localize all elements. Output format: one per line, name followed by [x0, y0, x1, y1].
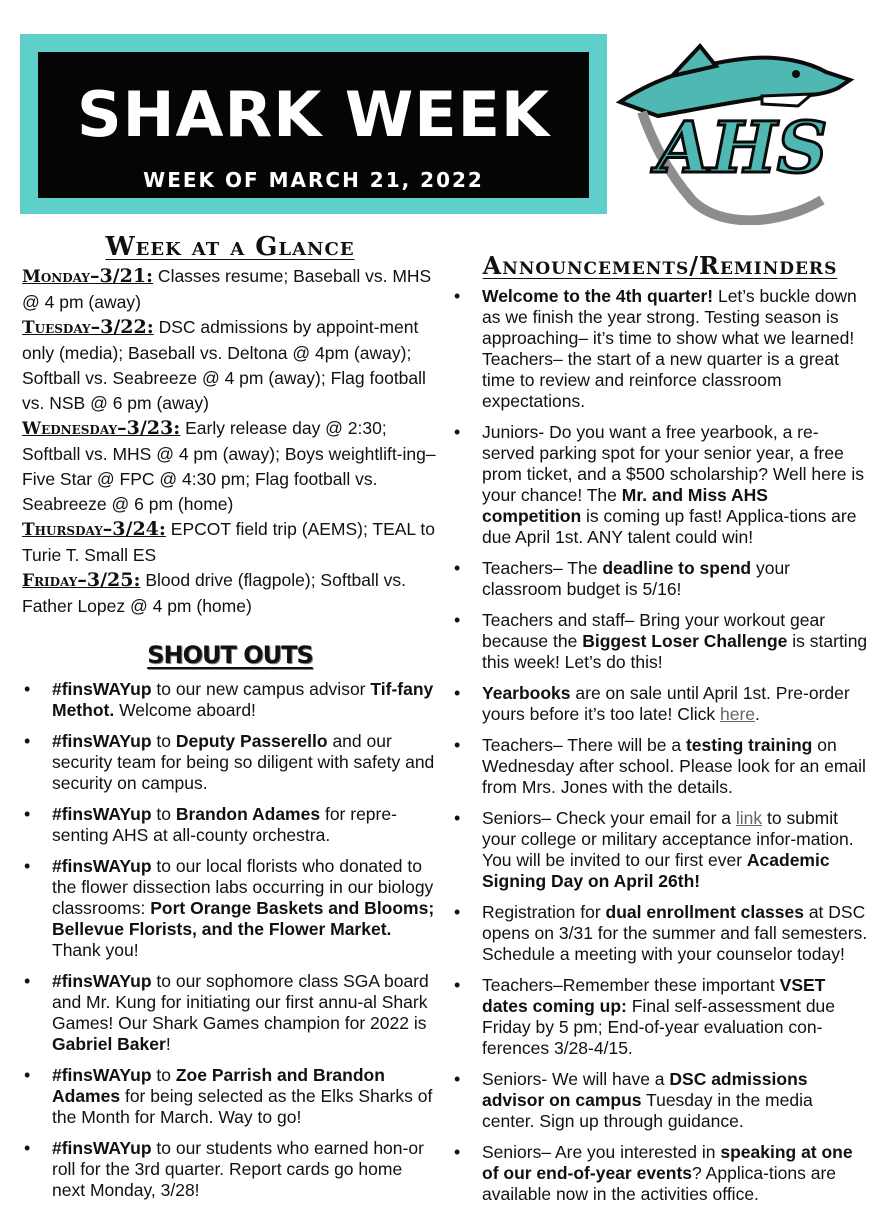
day-label: Friday: [22, 571, 78, 591]
text: ? Applica-tions are available now in the activities office.: [482, 1163, 837, 1204]
text: Teachers and staff– Bring your workout gear because the: [482, 610, 826, 651]
shout-out-item: [22, 804, 438, 846]
link[interactable]: here: [719, 704, 756, 724]
shark-logo-icon: [612, 40, 874, 225]
day-text: DSC admissions by appoint-ment only (media); Baseball vs. Deltona @ 4pm (away); Softball vs. Seabreeze @ 4 pm (away); Flag football vs. NSB @ 6 pm (away): [22, 317, 426, 413]
bold-text: #finsWAYup: [52, 1065, 152, 1085]
day-label: Monday: [22, 267, 90, 287]
day-label: Thursday: [22, 520, 103, 540]
text: to: [151, 1065, 176, 1085]
announcement-item: [452, 1142, 868, 1205]
shout-out-item: [22, 731, 438, 794]
text: Seniors– Check your email for a: [482, 808, 736, 828]
text: Teachers– The: [482, 558, 603, 578]
bold-text: #finsWAYup: [52, 971, 152, 991]
link[interactable]: link: [735, 808, 763, 828]
bold-text: testing training: [685, 735, 813, 755]
text: .: [755, 704, 760, 724]
text: for repre-senting AHS at all-county orchestra.: [52, 804, 397, 845]
day-date: –3/21:: [89, 265, 154, 287]
bold-text: speaking at one of our end-of-year events: [482, 1142, 853, 1183]
right-column: [452, 252, 868, 1215]
text: Seniors- We will have a: [482, 1069, 670, 1089]
announcement-item: [452, 558, 868, 600]
bold-text: Yearbooks: [482, 683, 571, 703]
bold-text: Mr. and Miss AHS competition: [482, 485, 768, 526]
text: Teachers– There will be a: [482, 735, 686, 755]
text: is coming up fast! Applica-tions are due April 1st. ANY talent could win!: [482, 506, 857, 547]
day-label: Tuesday: [22, 318, 91, 338]
bold-text: Zoe Parrish and Brandon Adames: [52, 1065, 385, 1106]
bold-text: deadline to spend: [602, 558, 752, 578]
text: on Wednesday after school. Please look for an email from Mrs. Jones with the details.: [482, 735, 866, 797]
announcements-title: Announcements/Reminders: [482, 251, 838, 280]
bold-text: Deputy Passerello: [175, 731, 328, 751]
day-entry: [22, 517, 438, 568]
announcement-item: [452, 286, 868, 412]
text: Thank you!: [52, 940, 139, 960]
newsletter-week: WEEK OF MARCH 21, 2022: [143, 168, 484, 192]
bold-text: #finsWAYup: [52, 856, 152, 876]
text: your classroom budget is 5/16!: [482, 558, 790, 599]
day-entry: [22, 416, 438, 517]
text: is starting this week! Let’s do this!: [482, 631, 868, 672]
announcement-item: [452, 975, 868, 1059]
text: Welcome aboard!: [114, 700, 256, 720]
newsletter-title: SHARK WEEK: [76, 78, 551, 151]
day-text: Blood drive (flagpole); Softball vs. Father Lopez @ 4 pm (home): [22, 570, 407, 616]
announcement-item: [452, 422, 868, 548]
announcement-item: [452, 808, 868, 892]
bold-text: dual enrollment classes: [605, 902, 804, 922]
bold-text: Tif-fany Methot.: [52, 679, 434, 720]
announcements-list: [452, 286, 868, 1205]
text: to: [151, 731, 176, 751]
text: for being selected as the Elks Sharks of the Month for March. Way to go!: [52, 1086, 433, 1127]
day-text: EPCOT field trip (AEMS); TEAL to Turie T. Small ES: [22, 519, 435, 565]
week-at-a-glance-title: Week at a Glance: [105, 232, 355, 262]
shout-out-item: [22, 1065, 438, 1128]
shout-outs-list: [22, 679, 438, 1201]
shout-out-item: [22, 856, 438, 961]
text: to: [151, 804, 176, 824]
text: to our local florists who donated to the flower dissection labs occurring in our biology classrooms:: [52, 856, 434, 918]
text: are on sale until April 1st. Pre-order yours before it’s too late! Click: [482, 683, 850, 724]
day-entry: [22, 315, 438, 416]
day-date: –3/22:: [90, 316, 154, 338]
announcement-item: [452, 610, 868, 673]
announcement-item: [452, 735, 868, 798]
shout-out-item: [22, 679, 438, 721]
text: at DSC opens on 3/31 for the summer and fall semesters. Schedule a meeting with your counselor today!: [482, 902, 868, 964]
day-date: –3/25:: [77, 569, 141, 591]
text: Registration for: [482, 902, 606, 922]
text: and our security team for being so diligent with safety and security on campus.: [52, 731, 435, 793]
text: to submit your college or military acceptance infor-mation. You will be invited to our first ever: [482, 808, 854, 870]
text: Tuesday in the media center. Sign up through guidance.: [482, 1090, 813, 1131]
bold-text: #finsWAYup: [52, 804, 152, 824]
logo-text: AHS: [656, 106, 828, 189]
week-at-a-glance-list: [22, 264, 438, 619]
announcement-item: [452, 902, 868, 965]
bold-text: #finsWAYup: [52, 1138, 152, 1158]
text: Seniors– Are you interested in: [482, 1142, 721, 1162]
bold-text: Welcome to the 4th quarter!: [482, 286, 714, 306]
text: Juniors- Do you want a free yearbook, a re-served parking spot for your senior year, a free prom ticket, and a $500 scholarship? Well here is your chance! The: [482, 422, 864, 505]
day-label: Wednesday: [22, 419, 118, 439]
bold-text: Gabriel Baker: [52, 1034, 166, 1054]
day-entry: [22, 264, 438, 315]
shout-out-item: [22, 1138, 438, 1201]
header-banner: [20, 34, 607, 214]
text: Teachers–Remember these important: [482, 975, 780, 995]
shout-out-item: [22, 971, 438, 1055]
day-date: –3/24:: [102, 518, 166, 540]
bold-text: Academic Signing Day on April 26th!: [482, 850, 830, 891]
bold-text: DSC admissions advisor on campus: [482, 1069, 808, 1110]
day-text: Classes resume; Baseball vs. MHS @ 4 pm (away): [22, 266, 432, 312]
shout-outs-title: SHOUT OUTS: [147, 641, 313, 669]
announcement-item: [452, 683, 868, 725]
bold-text: Brandon Adames: [175, 804, 321, 824]
text: to our new campus advisor: [151, 679, 371, 699]
bold-text: Port Orange Baskets and Blooms; Bellevue Florists, and the Flower Market.: [52, 898, 435, 939]
bold-text: VSET dates coming up:: [482, 975, 826, 1016]
bold-text: #finsWAYup: [52, 731, 152, 751]
bold-text: #finsWAYup: [52, 679, 152, 699]
text: to our sophomore class SGA board and Mr. Kung for initiating our first annu-al Shark Games! Our Shark Games champion for 2022 is: [52, 971, 429, 1033]
bold-text: Biggest Loser Challenge: [582, 631, 788, 651]
banner-inner: [38, 52, 589, 198]
text: to our students who earned hon-or roll for the 3rd quarter. Report cards go home next Monday, 3/28!: [52, 1138, 424, 1200]
day-text: Early release day @ 2:30; Softball vs. MHS @ 4 pm (away); Boys weightlift-ing– Five Star @ FPC @ 4:30 pm; Flag football vs. Seabreeze @ 6 pm (home): [22, 418, 436, 514]
text: Final self-assessment due Friday by 5 pm; End-of-year evaluation con-ferences 3/28-4/15.: [482, 996, 836, 1058]
left-column: [22, 232, 438, 1211]
announcement-item: [452, 1069, 868, 1132]
text: Let’s buckle down as we finish the year strong. Testing season is approaching– it’s time to show what we learned! Teachers– the start of a new quarter is a great time to review and reinforce classroom expectations.: [482, 286, 857, 411]
text: !: [165, 1034, 171, 1054]
day-date: –3/23:: [117, 417, 181, 439]
day-entry: [22, 568, 438, 619]
